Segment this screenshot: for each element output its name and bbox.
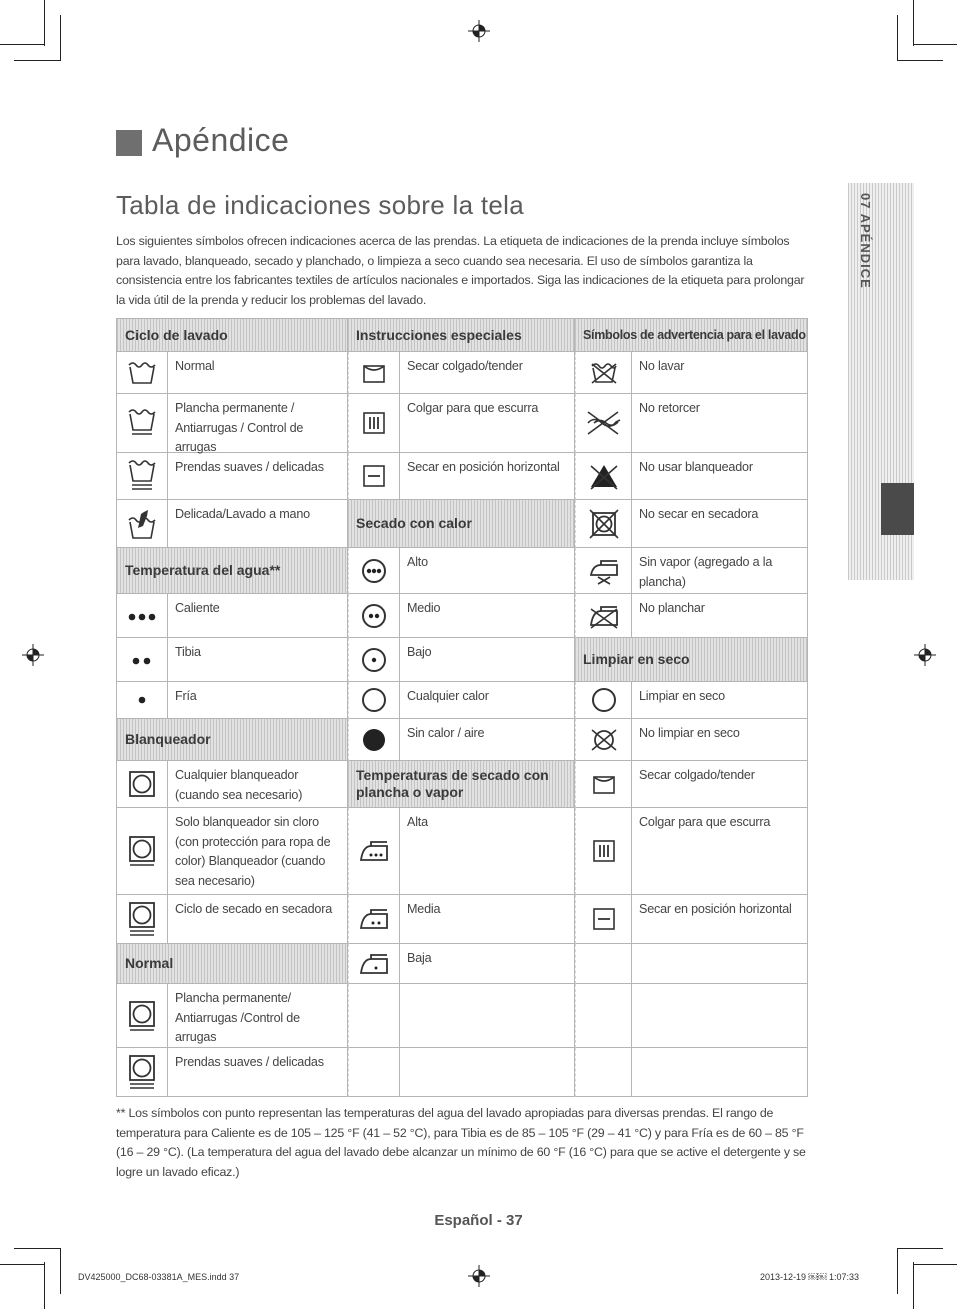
appendix-heading xyxy=(116,122,289,159)
header-warning-symbols xyxy=(575,318,808,352)
header-label: Blanqueador xyxy=(125,731,211,747)
header-label: Ciclo de lavado xyxy=(125,326,228,343)
line-dry-label: Secar colgado/tender xyxy=(632,761,808,808)
header-label: Instrucciones especiales xyxy=(356,326,522,343)
empty-cell xyxy=(348,1048,400,1097)
do-not-bleach-label: No usar blanqueador xyxy=(632,453,808,500)
iron-low-label: Baja xyxy=(400,944,575,984)
empty-cell xyxy=(575,984,632,1048)
crop-mark xyxy=(913,1264,957,1265)
footer-timestamp: 2013-12-19 ￼￼ 1:07:33 xyxy=(760,1272,860,1282)
wash-normal-label: Normal xyxy=(168,352,348,394)
tumble-medium-icon xyxy=(348,594,400,638)
header-label: Temperaturas de secado con plancha o vapor xyxy=(356,767,549,800)
crop-mark xyxy=(897,60,943,61)
do-not-wash-label: No lavar xyxy=(632,352,808,394)
do-not-bleach-icon xyxy=(575,453,632,500)
do-not-dry-clean-icon xyxy=(575,719,632,761)
header-wash-cycle xyxy=(116,318,348,352)
drip-dry-icon xyxy=(348,394,400,453)
registration-mark-icon xyxy=(468,1265,490,1287)
chapter-side-tab xyxy=(848,183,914,580)
drip-dry-label: Colgar para que escurra xyxy=(632,808,808,895)
no-steam-icon xyxy=(575,548,632,594)
do-not-iron-label: No planchar xyxy=(632,594,808,638)
empty-cell xyxy=(348,984,400,1048)
iron-high-label: Alta xyxy=(400,808,575,895)
temp-warm-label: Tibia xyxy=(168,638,348,682)
tumble-high-icon xyxy=(348,548,400,594)
tumble-no-heat-icon xyxy=(348,719,400,761)
temp-hot-label: Caliente xyxy=(168,594,348,638)
footnote: ** Los símbolos con punto representan las temperaturas del agua del lavado apropiadas para diversas prendas. El rango de temperatura para Caliente es de 105 – 125 °F (41 – 52 °C), para Tibia es de 85 – 105 °F (29 – 41 °C) y para Fría es de 60 – 85 °F (16 – 29 °C). (La temperatura del agua del lavado debe alcanzar un mínimo de 60 °F (16 °C) para que se active el detergente y se logre un lavado eficaz.) xyxy=(116,1106,806,1179)
header-label: Temperatura del agua** xyxy=(125,562,281,578)
section-title: Tabla de indicaciones sobre la tela xyxy=(116,190,524,220)
bleach-non-chlorine-label: Solo blanqueador sin cloro (con protección para ropa de color) Blanqueador (cuando sea necesario) xyxy=(168,808,348,895)
header-bleach xyxy=(116,719,348,761)
tumble-any-heat-label: Cualquier calor xyxy=(400,682,575,719)
tumble-dry-cycle-label: Ciclo de secado en secadora xyxy=(168,895,348,944)
registration-mark-icon xyxy=(22,644,44,666)
line-dry-icon xyxy=(575,761,632,808)
line-dry-label: Secar colgado/tender xyxy=(400,352,575,394)
crop-mark xyxy=(897,15,898,61)
registration-mark-icon xyxy=(468,20,490,42)
dry-flat-label: Secar en posición horizontal xyxy=(400,453,575,500)
three-dots-icon xyxy=(116,594,168,638)
dryer-permanent-press-icon xyxy=(116,984,168,1048)
one-dot-icon xyxy=(116,682,168,719)
crop-mark xyxy=(913,1262,914,1309)
do-not-wring-icon xyxy=(575,394,632,453)
do-not-wring-label: No retorcer xyxy=(632,394,808,453)
crop-mark xyxy=(14,60,60,61)
page-number: Español - 37 xyxy=(434,1212,523,1229)
hand-wash-label: Delicada/Lavado a mano xyxy=(168,500,348,548)
line-dry-icon xyxy=(348,352,400,394)
header-iron-temperature xyxy=(348,761,575,808)
header-normal xyxy=(116,944,348,984)
appendix-title: Apéndice xyxy=(152,122,290,158)
crop-mark xyxy=(60,1248,61,1294)
do-not-dry-clean-label: No limpiar en seco xyxy=(632,719,808,761)
crop-mark xyxy=(44,0,45,46)
normal-permanent-press-label: Plancha permanente/ Antiarrugas /Control de arrugas xyxy=(168,984,348,1048)
hand-wash-icon xyxy=(116,500,168,548)
header-label: Símbolos de advertencia para el lavado xyxy=(583,327,806,342)
intro-paragraph: Los siguientes símbolos ofrecen indicaciones acerca de las prendas. La etiqueta de indicaciones de la prenda incluye símbolos para lavado, blanqueado, secado y planchado, o limpieza a seco cuando sea necesaria. El uso de símbolos garantiza la consistencia entre los fabricantes textiles de artículos nacionales e importados. Siga las indicaciones de la etiqueta para prolongar la vida útil de la prenda y reducir los problemas del lavado. xyxy=(116,234,805,307)
do-not-iron-icon xyxy=(575,594,632,638)
crop-mark xyxy=(14,1248,60,1249)
heading-square-icon xyxy=(116,130,142,156)
dryer-square-icon xyxy=(116,761,168,808)
registration-mark-icon xyxy=(914,644,936,666)
crop-mark xyxy=(60,15,61,61)
do-not-tumble-dry-icon xyxy=(575,500,632,548)
washtub-delicate-icon xyxy=(116,453,168,500)
washtub-permanent-press-icon xyxy=(116,394,168,453)
normal-delicate-label: Prendas suaves / delicadas xyxy=(168,1048,348,1097)
header-label: Secado con calor xyxy=(356,515,472,531)
footer-file-name: DV425000_DC68-03381A_MES.indd 37 xyxy=(78,1272,240,1282)
fabric-care-table xyxy=(116,318,808,1097)
tumble-no-heat-label: Sin calor / aire xyxy=(400,719,575,761)
two-dots-icon xyxy=(116,638,168,682)
iron-low-icon xyxy=(348,944,400,984)
header-label: Normal xyxy=(125,955,174,971)
empty-cell xyxy=(632,944,808,984)
iron-high-icon xyxy=(348,808,400,895)
tumble-medium-label: Medio xyxy=(400,594,575,638)
no-steam-label: Sin vapor (agregado a la plancha) xyxy=(632,548,808,594)
crop-mark xyxy=(0,1264,44,1265)
header-water-temp xyxy=(116,548,348,594)
bleach-any-label: Cualquier blanqueador (cuando sea necesario) xyxy=(168,761,348,808)
crop-mark xyxy=(913,44,957,45)
empty-cell xyxy=(632,984,808,1048)
iron-medium-icon xyxy=(348,895,400,944)
do-not-tumble-dry-label: No secar en secadora xyxy=(632,500,808,548)
crop-mark xyxy=(897,1248,898,1294)
tumble-low-icon xyxy=(348,638,400,682)
empty-cell xyxy=(400,1048,575,1097)
wash-permanent-press-label: Plancha permanente / Antiarrugas / Control de arrugas xyxy=(168,394,348,453)
dry-clean-icon xyxy=(575,682,632,719)
tumble-any-heat-icon xyxy=(348,682,400,719)
drip-dry-label: Colgar para que escurra xyxy=(400,394,575,453)
dry-flat-icon xyxy=(348,453,400,500)
empty-cell xyxy=(575,1048,632,1097)
do-not-wash-icon xyxy=(575,352,632,394)
empty-cell xyxy=(400,984,575,1048)
washtub-icon xyxy=(116,352,168,394)
dry-flat-icon xyxy=(575,895,632,944)
drip-dry-icon xyxy=(575,808,632,895)
side-tab-label: 07 APÉNDICE xyxy=(858,193,873,289)
dryer-delicate-icon xyxy=(116,1048,168,1097)
iron-medium-label: Media xyxy=(400,895,575,944)
header-dry-clean xyxy=(575,638,808,682)
temp-cold-label: Fría xyxy=(168,682,348,719)
dry-clean-label: Limpiar en seco xyxy=(632,682,808,719)
dry-flat-label: Secar en posición horizontal xyxy=(632,895,808,944)
crop-mark xyxy=(44,1262,45,1309)
tumble-high-label: Alto xyxy=(400,548,575,594)
empty-cell xyxy=(575,944,632,984)
crop-mark xyxy=(0,44,44,45)
crop-mark xyxy=(913,0,914,46)
dryer-delicate-icon xyxy=(116,895,168,944)
header-label: Limpiar en seco xyxy=(583,651,690,667)
tumble-low-label: Bajo xyxy=(400,638,575,682)
crop-mark xyxy=(897,1248,943,1249)
dryer-permanent-press-icon xyxy=(116,808,168,895)
header-tumble-dry xyxy=(348,500,575,548)
wash-delicate-label: Prendas suaves / delicadas xyxy=(168,453,348,500)
empty-cell xyxy=(632,1048,808,1097)
side-tab-marker xyxy=(881,483,914,535)
header-special-instructions xyxy=(348,318,575,352)
